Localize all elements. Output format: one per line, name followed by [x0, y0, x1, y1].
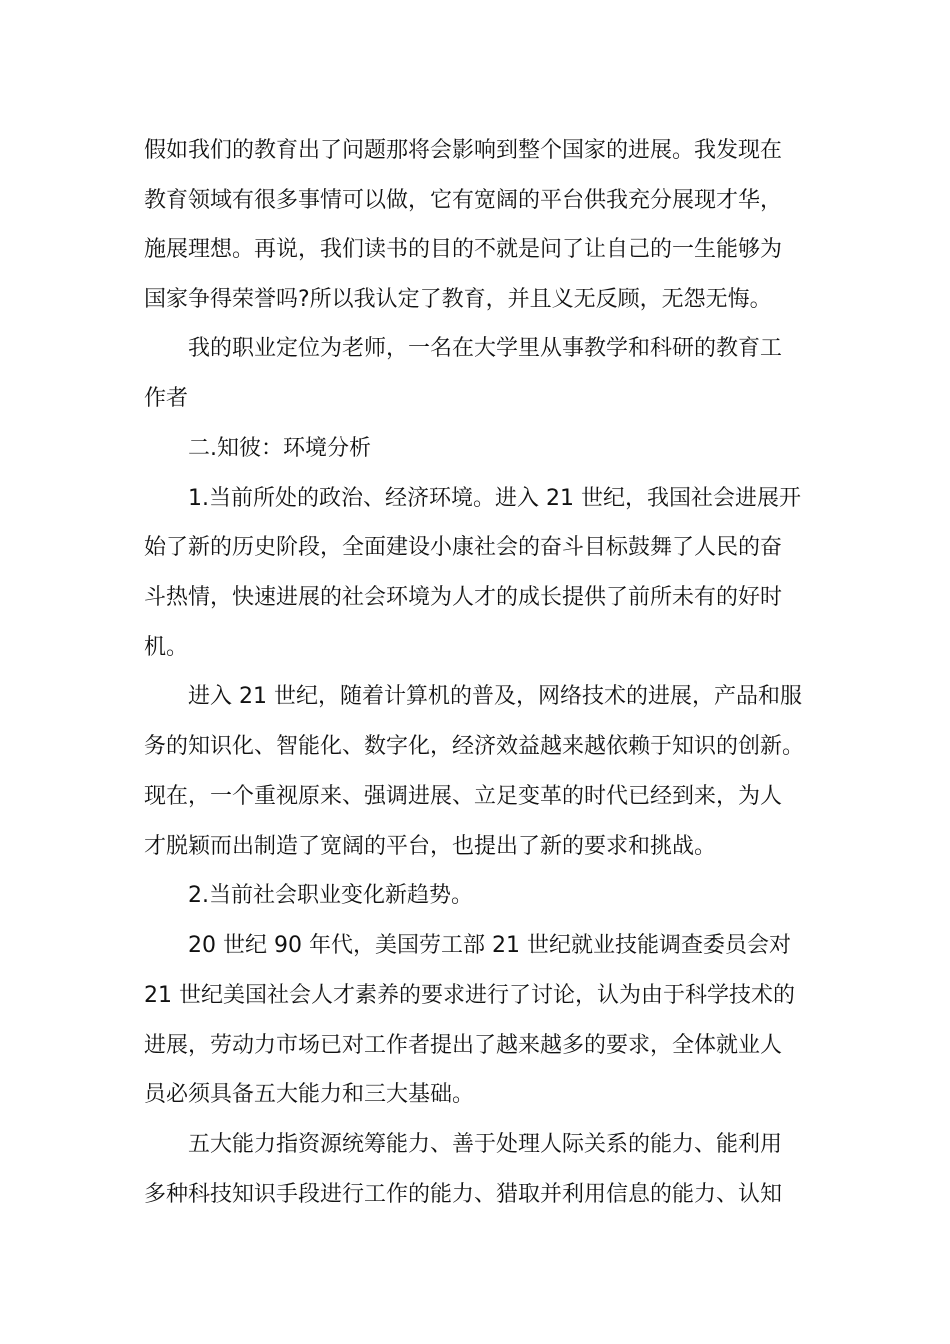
text-line: 多种科技知识手段进行工作的能力、猎取并利用信息的能力、认知: [144, 1182, 783, 1207]
text-line: 斗热情，快速进展的社会环境为人才的成长提供了前所未有的好时: [144, 585, 783, 610]
text-line: 20 世纪 90 年代，美国劳工部 21 世纪就业技能调查委员会对: [188, 933, 791, 958]
text-line: 进展，劳动力市场已对工作者提出了越来越多的要求，全体就业人: [144, 1033, 783, 1058]
text-line: 1.当前所处的政治、经济环境。进入 21 世纪，我国社会进展开: [188, 486, 801, 511]
text-line: 施展理想。再说，我们读书的目的不就是问了让自己的一生能够为: [144, 237, 783, 262]
text-line: 员必须具备五大能力和三大基础。: [144, 1082, 475, 1107]
text-line: 国家争得荣誉吗?所以我认定了教育，并且义无反顾，无怨无悔。: [144, 287, 772, 312]
text-line: 我的职业定位为老师，一名在大学里从事教学和科研的教育工: [188, 336, 783, 361]
text-line: 21 世纪美国社会人才素养的要求进行了讨论，认为由于科学技术的: [144, 983, 795, 1008]
text-line: 教育领域有很多事情可以做，它有宽阔的平台供我充分展现才华，: [144, 188, 783, 213]
text-line: 2.当前社会职业变化新趋势。: [188, 883, 473, 908]
text-line: 五大能力指资源统筹能力、善于处理人际关系的能力、能利用: [188, 1132, 783, 1157]
text-line: 务的知识化、智能化、数字化，经济效益越来越依赖于知识的创新。: [144, 734, 805, 759]
text-line: 作者: [144, 386, 189, 411]
text-line: 现在，一个重视原来、强调进展、立足变革的时代已经到来，为人: [144, 784, 783, 809]
text-line: 始了新的历史阶段，全面建设小康社会的奋斗目标鼓舞了人民的奋: [144, 535, 783, 560]
text-line: 才脱颖而出制造了宽阔的平台，也提出了新的要求和挑战。: [144, 834, 717, 859]
text-line: 进入 21 世纪，随着计算机的普及，网络技术的进展，产品和服: [188, 684, 802, 709]
text-line: 假如我们的教育出了问题那将会影响到整个国家的进展。我发现在: [144, 138, 783, 163]
section-heading: 二.知彼：环境分析: [188, 436, 371, 461]
text-line: 机。: [144, 635, 189, 660]
